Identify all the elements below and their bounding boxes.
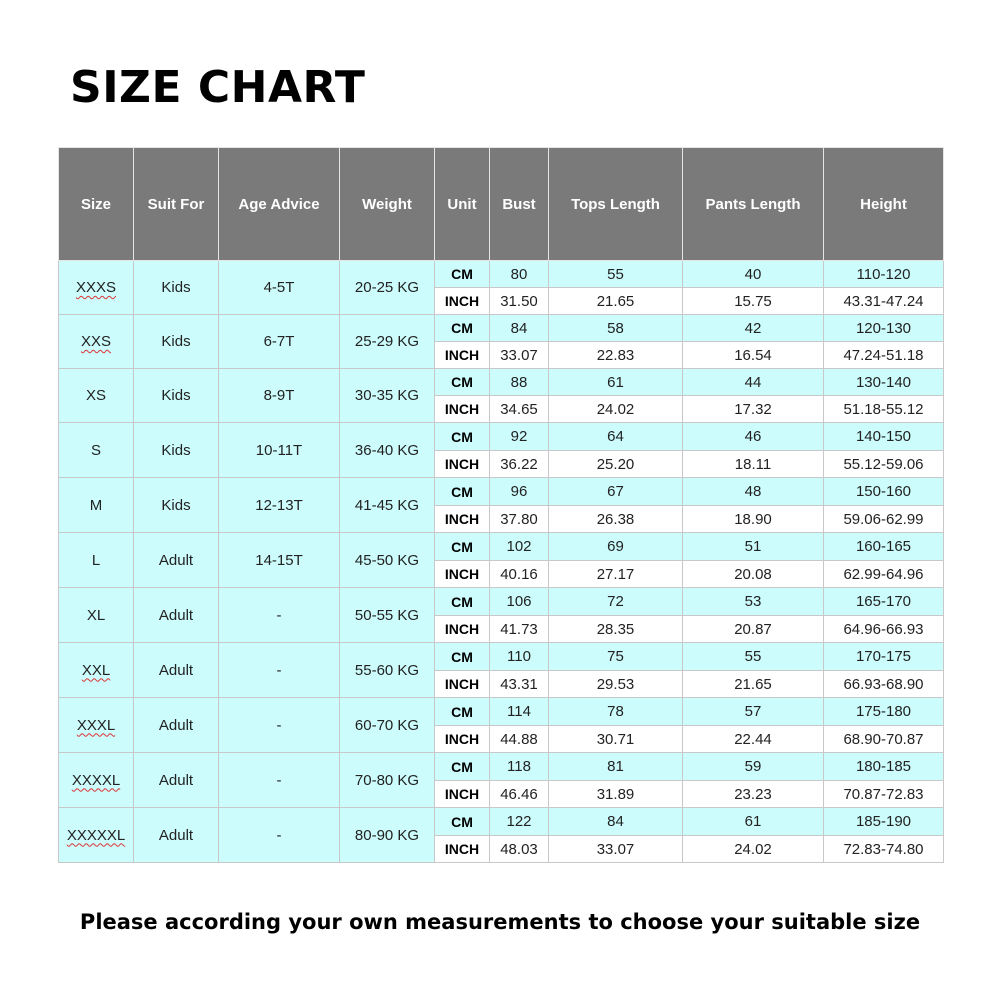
tops-length-cell: 81 bbox=[549, 753, 683, 781]
pants-length-cell: 44 bbox=[683, 369, 824, 396]
tops-length-cell: 27.17 bbox=[549, 561, 683, 588]
pants-length-cell: 59 bbox=[683, 753, 824, 781]
age-advice-cell: - bbox=[219, 588, 340, 643]
bust-cell: 37.80 bbox=[490, 506, 549, 533]
page-title: SIZE CHART bbox=[70, 62, 366, 113]
tops-length-cell: 33.07 bbox=[549, 836, 683, 863]
suit-for-cell: Kids bbox=[134, 423, 219, 478]
table-header-row bbox=[59, 148, 944, 261]
unit-cell: INCH bbox=[435, 671, 490, 698]
height-cell: 47.24-51.18 bbox=[824, 342, 944, 369]
table-row-cm bbox=[59, 808, 944, 836]
tops-length-cell: 75 bbox=[549, 643, 683, 671]
bust-cell: 36.22 bbox=[490, 451, 549, 478]
height-cell: 175-180 bbox=[824, 698, 944, 726]
header-bust: Bust bbox=[490, 148, 549, 261]
pants-length-cell: 18.11 bbox=[683, 451, 824, 478]
height-cell: 185-190 bbox=[824, 808, 944, 836]
bust-cell: 114 bbox=[490, 698, 549, 726]
bust-cell: 31.50 bbox=[490, 288, 549, 315]
height-cell: 120-130 bbox=[824, 315, 944, 342]
height-cell: 51.18-55.12 bbox=[824, 396, 944, 423]
suit-for-cell: Kids bbox=[134, 315, 219, 369]
pants-length-cell: 23.23 bbox=[683, 781, 824, 808]
table-row-cm bbox=[59, 315, 944, 342]
pants-length-cell: 24.02 bbox=[683, 836, 824, 863]
tops-length-cell: 72 bbox=[549, 588, 683, 616]
unit-cell: INCH bbox=[435, 451, 490, 478]
table-row-cm bbox=[59, 643, 944, 671]
pants-length-cell: 48 bbox=[683, 478, 824, 506]
suit-for-cell: Kids bbox=[134, 369, 219, 423]
unit-cell: CM bbox=[435, 588, 490, 616]
suit-for-cell: Adult bbox=[134, 698, 219, 753]
tops-length-cell: 64 bbox=[549, 423, 683, 451]
weight-cell: 60-70 KG bbox=[340, 698, 435, 753]
suit-for-cell: Adult bbox=[134, 588, 219, 643]
age-advice-cell: 12-13T bbox=[219, 478, 340, 533]
size-label: XXXL bbox=[76, 716, 116, 734]
weight-cell: 41-45 KG bbox=[340, 478, 435, 533]
tops-length-cell: 24.02 bbox=[549, 396, 683, 423]
table-row-cm bbox=[59, 478, 944, 506]
bust-cell: 102 bbox=[490, 533, 549, 561]
height-cell: 130-140 bbox=[824, 369, 944, 396]
weight-cell: 55-60 KG bbox=[340, 643, 435, 698]
pants-length-cell: 15.75 bbox=[683, 288, 824, 315]
tops-length-cell: 61 bbox=[549, 369, 683, 396]
tops-length-cell: 26.38 bbox=[549, 506, 683, 533]
tops-length-cell: 25.20 bbox=[549, 451, 683, 478]
bust-cell: 43.31 bbox=[490, 671, 549, 698]
height-cell: 68.90-70.87 bbox=[824, 726, 944, 753]
height-cell: 160-165 bbox=[824, 533, 944, 561]
bust-cell: 46.46 bbox=[490, 781, 549, 808]
weight-cell: 30-35 KG bbox=[340, 369, 435, 423]
suit-for-cell: Adult bbox=[134, 533, 219, 588]
size-cell: XL bbox=[59, 588, 134, 643]
header-age-advice: Age Advice bbox=[219, 148, 340, 261]
pants-length-cell: 17.32 bbox=[683, 396, 824, 423]
size-label: XXS bbox=[80, 333, 111, 350]
bust-cell: 106 bbox=[490, 588, 549, 616]
bust-cell: 110 bbox=[490, 643, 549, 671]
weight-cell: 80-90 KG bbox=[340, 808, 435, 863]
size-cell: M bbox=[59, 478, 134, 533]
suit-for-cell: Adult bbox=[134, 643, 219, 698]
bust-cell: 84 bbox=[490, 315, 549, 342]
table-row-cm bbox=[59, 533, 944, 561]
suit-for-cell: Adult bbox=[134, 753, 219, 808]
suit-for-cell: Adult bbox=[134, 808, 219, 863]
weight-cell: 25-29 KG bbox=[340, 315, 435, 369]
header-suit-for: Suit For bbox=[134, 148, 219, 261]
height-cell: 59.06-62.99 bbox=[824, 506, 944, 533]
table-row-cm bbox=[59, 423, 944, 451]
tops-length-cell: 84 bbox=[549, 808, 683, 836]
age-advice-cell: - bbox=[219, 808, 340, 863]
bust-cell: 118 bbox=[490, 753, 549, 781]
unit-cell: INCH bbox=[435, 726, 490, 753]
suit-for-cell: Kids bbox=[134, 478, 219, 533]
unit-cell: CM bbox=[435, 261, 490, 288]
size-label: XXXXL bbox=[71, 771, 121, 789]
unit-cell: INCH bbox=[435, 288, 490, 315]
unit-cell: INCH bbox=[435, 616, 490, 643]
tops-length-cell: 55 bbox=[549, 261, 683, 288]
bust-cell: 33.07 bbox=[490, 342, 549, 369]
bust-cell: 88 bbox=[490, 369, 549, 396]
size-label: XXXXXL bbox=[66, 826, 126, 844]
header-unit: Unit bbox=[435, 148, 490, 261]
age-advice-cell: 14-15T bbox=[219, 533, 340, 588]
height-cell: 62.99-64.96 bbox=[824, 561, 944, 588]
unit-cell: CM bbox=[435, 423, 490, 451]
unit-cell: INCH bbox=[435, 836, 490, 863]
age-advice-cell: 6-7T bbox=[219, 315, 340, 369]
height-cell: 66.93-68.90 bbox=[824, 671, 944, 698]
bust-cell: 122 bbox=[490, 808, 549, 836]
tops-length-cell: 69 bbox=[549, 533, 683, 561]
height-cell: 140-150 bbox=[824, 423, 944, 451]
size-cell bbox=[59, 643, 134, 698]
height-cell: 150-160 bbox=[824, 478, 944, 506]
unit-cell: INCH bbox=[435, 781, 490, 808]
unit-cell: CM bbox=[435, 643, 490, 671]
tops-length-cell: 22.83 bbox=[549, 342, 683, 369]
tops-length-cell: 78 bbox=[549, 698, 683, 726]
bust-cell: 41.73 bbox=[490, 616, 549, 643]
tops-length-cell: 29.53 bbox=[549, 671, 683, 698]
unit-cell: CM bbox=[435, 698, 490, 726]
height-cell: 70.87-72.83 bbox=[824, 781, 944, 808]
pants-length-cell: 51 bbox=[683, 533, 824, 561]
age-advice-cell: - bbox=[219, 698, 340, 753]
bust-cell: 80 bbox=[490, 261, 549, 288]
size-label: XXXS bbox=[75, 279, 117, 296]
bust-cell: 96 bbox=[490, 478, 549, 506]
weight-cell: 36-40 KG bbox=[340, 423, 435, 478]
tops-length-cell: 31.89 bbox=[549, 781, 683, 808]
suit-for-cell: Kids bbox=[134, 261, 219, 315]
size-cell bbox=[59, 698, 134, 753]
height-cell: 170-175 bbox=[824, 643, 944, 671]
pants-length-cell: 53 bbox=[683, 588, 824, 616]
size-cell: L bbox=[59, 533, 134, 588]
pants-length-cell: 42 bbox=[683, 315, 824, 342]
pants-length-cell: 57 bbox=[683, 698, 824, 726]
header-weight: Weight bbox=[340, 148, 435, 261]
header-pants-length: Pants Length bbox=[683, 148, 824, 261]
header-height: Height bbox=[824, 148, 944, 261]
height-cell: 43.31-47.24 bbox=[824, 288, 944, 315]
footer-note: Please according your own measurements to choose your suitable size bbox=[79, 910, 921, 934]
bust-cell: 48.03 bbox=[490, 836, 549, 863]
tops-length-cell: 21.65 bbox=[549, 288, 683, 315]
weight-cell: 45-50 KG bbox=[340, 533, 435, 588]
pants-length-cell: 46 bbox=[683, 423, 824, 451]
pants-length-cell: 21.65 bbox=[683, 671, 824, 698]
unit-cell: INCH bbox=[435, 561, 490, 588]
size-cell bbox=[59, 261, 134, 315]
bust-cell: 92 bbox=[490, 423, 549, 451]
tops-length-cell: 28.35 bbox=[549, 616, 683, 643]
size-cell bbox=[59, 753, 134, 808]
header-tops-length: Tops Length bbox=[549, 148, 683, 261]
size-chart-table bbox=[58, 147, 944, 863]
pants-length-cell: 20.08 bbox=[683, 561, 824, 588]
weight-cell: 50-55 KG bbox=[340, 588, 435, 643]
age-advice-cell: 4-5T bbox=[219, 261, 340, 315]
size-cell bbox=[59, 315, 134, 369]
unit-cell: INCH bbox=[435, 396, 490, 423]
pants-length-cell: 40 bbox=[683, 261, 824, 288]
unit-cell: CM bbox=[435, 315, 490, 342]
size-label: XXL bbox=[81, 661, 111, 679]
unit-cell: CM bbox=[435, 478, 490, 506]
table-row-cm bbox=[59, 753, 944, 781]
unit-cell: INCH bbox=[435, 342, 490, 369]
tops-length-cell: 58 bbox=[549, 315, 683, 342]
unit-cell: INCH bbox=[435, 506, 490, 533]
pants-length-cell: 16.54 bbox=[683, 342, 824, 369]
height-cell: 110-120 bbox=[824, 261, 944, 288]
unit-cell: CM bbox=[435, 808, 490, 836]
bust-cell: 40.16 bbox=[490, 561, 549, 588]
height-cell: 165-170 bbox=[824, 588, 944, 616]
size-cell bbox=[59, 808, 134, 863]
bust-cell: 44.88 bbox=[490, 726, 549, 753]
tops-length-cell: 67 bbox=[549, 478, 683, 506]
table-row-cm bbox=[59, 369, 944, 396]
table-row-cm bbox=[59, 261, 944, 288]
height-cell: 180-185 bbox=[824, 753, 944, 781]
age-advice-cell: 10-11T bbox=[219, 423, 340, 478]
table-row-cm bbox=[59, 698, 944, 726]
tops-length-cell: 30.71 bbox=[549, 726, 683, 753]
weight-cell: 20-25 KG bbox=[340, 261, 435, 315]
unit-cell: CM bbox=[435, 753, 490, 781]
size-cell: S bbox=[59, 423, 134, 478]
age-advice-cell: 8-9T bbox=[219, 369, 340, 423]
height-cell: 72.83-74.80 bbox=[824, 836, 944, 863]
table-row-cm bbox=[59, 588, 944, 616]
bust-cell: 34.65 bbox=[490, 396, 549, 423]
pants-length-cell: 22.44 bbox=[683, 726, 824, 753]
size-cell: XS bbox=[59, 369, 134, 423]
pants-length-cell: 61 bbox=[683, 808, 824, 836]
unit-cell: CM bbox=[435, 533, 490, 561]
height-cell: 64.96-66.93 bbox=[824, 616, 944, 643]
pants-length-cell: 55 bbox=[683, 643, 824, 671]
pants-length-cell: 20.87 bbox=[683, 616, 824, 643]
weight-cell: 70-80 KG bbox=[340, 753, 435, 808]
unit-cell: CM bbox=[435, 369, 490, 396]
header-size: Size bbox=[59, 148, 134, 261]
pants-length-cell: 18.90 bbox=[683, 506, 824, 533]
height-cell: 55.12-59.06 bbox=[824, 451, 944, 478]
age-advice-cell: - bbox=[219, 643, 340, 698]
age-advice-cell: - bbox=[219, 753, 340, 808]
